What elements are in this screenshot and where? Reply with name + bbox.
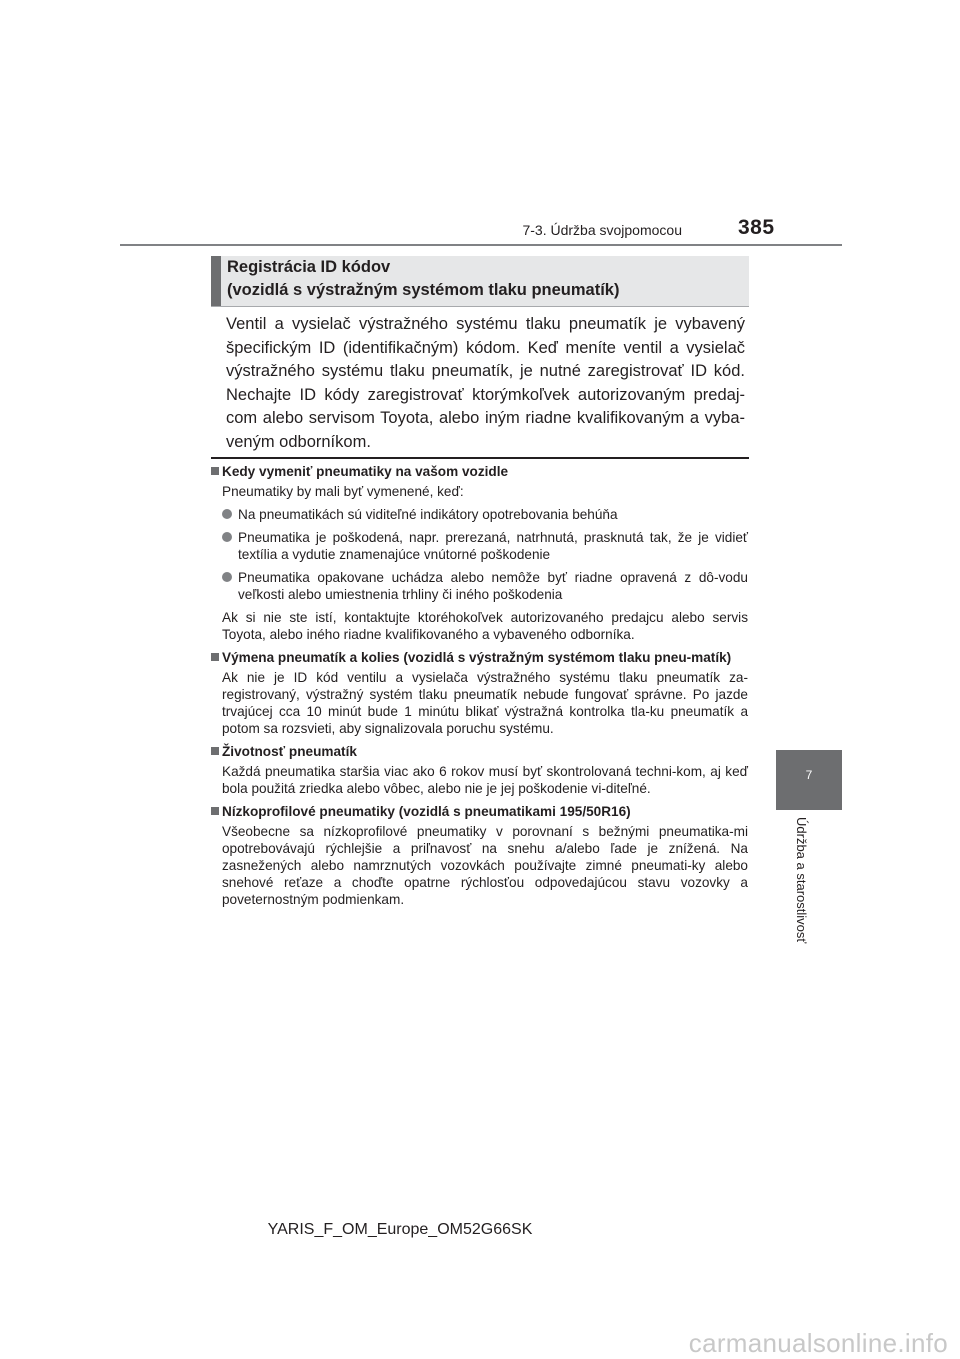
note-heading: Výmena pneumatík a kolies (vozidlá s výstražným systémom tlaku pneu-matík) xyxy=(211,649,748,666)
header-section-title: 7-3. Údržba svojpomocou xyxy=(522,222,682,238)
note-section xyxy=(211,743,748,797)
list-item: Pneumatika je poškodená, napr. prerezaná, natrhnutá, prasknutá tak, že je vidieť textília a vydutie znamenajúce vnútorné poškodenie xyxy=(222,529,748,563)
chapter-tab-number: 7 xyxy=(805,768,813,782)
note-paragraph: Každá pneumatika staršia viac ako 6 rokov musí byť skontrolovaná techni-kom, aj keď bola použitá zriedka alebo vôbec, alebo nie je jej poškodenie vi-diteľné. xyxy=(222,764,748,796)
section-box-accent-bar xyxy=(211,256,221,306)
note-heading: Životnosť pneumatík xyxy=(211,743,748,760)
section-box-title: Registrácia ID kódov xyxy=(227,258,391,276)
circle-bullet-icon xyxy=(222,509,232,519)
chapter-tab-label: Údržba a starostlivosť xyxy=(794,817,809,944)
note-section xyxy=(211,649,748,737)
page-number: 385 xyxy=(738,216,775,239)
header-rule xyxy=(120,244,842,246)
note-heading: Nízkoprofilové pneumatiky (vozidlá s pneumatikami 195/50R16) xyxy=(211,803,748,820)
square-bullet-icon xyxy=(211,467,219,475)
square-bullet-icon xyxy=(211,807,219,815)
list-item: Na pneumatikách sú viditeľné indikátory opotrebovania behúňa xyxy=(222,506,748,523)
square-bullet-icon xyxy=(211,653,219,661)
section-box-subtitle: (vozidlá s výstražným systémom tlaku pneumatík) xyxy=(227,281,620,299)
note-paragraph: Ak si nie ste istí, kontaktujte ktoréhokoľvek autorizovaného predajcu alebo servis Toyota, alebo iného riadne kvalifikovaného a vybaveného odborníka. xyxy=(222,610,748,642)
watermark: carmanualsonline.info xyxy=(688,1328,948,1358)
intro-paragraph: Ventil a vysielač výstražného systému tlaku pneumatík je vybavený špecifickým ID (identifikačným) kódom. Keď meníte ventil a vysielač výstražného systému tlaku pneumatík, je nutné zaregistrovať ID kód. Nechajte ID kódy zaregistrovať ktorýmkoľvek autorizovaným predaj-com alebo servisom Toyota, alebo iným riadne kvalifikovaným a vyba-veným odborníkom. xyxy=(226,315,745,451)
section-box-heading xyxy=(211,256,749,307)
note-paragraph: Ak nie je ID kód ventilu a vysielača výstražného systému tlaku pneumatík za-registrovaný, výstražný systém tlaku pneumatík nebude fungovať správne. Po jazde trvajúcej cca 10 minút bude 1 minútu blikať výstražná kontrolka tla-ku pneumatík a potom sa rozsvieti, aby signalizovala poruchu systému. xyxy=(222,670,748,736)
notes-content xyxy=(211,463,748,914)
note-heading: Kedy vymeniť pneumatiky na vašom vozidle xyxy=(211,463,748,480)
circle-bullet-icon xyxy=(222,572,232,582)
section-divider xyxy=(211,457,749,459)
note-section xyxy=(211,803,748,908)
square-bullet-icon xyxy=(211,747,219,755)
document-code-footer: YARIS_F_OM_Europe_OM52G66SK xyxy=(267,1221,533,1238)
list-item: Pneumatika opakovane uchádza alebo nemôže byť riadne opravená z dô-vodu veľkosti alebo umiestnenia trhliny či iného poškodenia xyxy=(222,569,748,603)
note-section xyxy=(211,463,748,643)
note-paragraph: Všeobecne sa nízkoprofilové pneumatiky v porovnaní s bežnými pneumatika-mi opotrebovávajú rýchlejšie a priľnavosť na snehu a/alebo ľade je znížená. Na zasnežených alebo namrznutých vozovkách používajte zimné pneumati-ky alebo snehové reťaze a choďte opatrne rýchlosťou odpovedajúcou stavu vozovky a poveternostným podmienkam. xyxy=(222,824,748,907)
circle-bullet-icon xyxy=(222,532,232,542)
note-paragraph: Pneumatiky by mali byť vymenené, keď: xyxy=(222,484,464,499)
